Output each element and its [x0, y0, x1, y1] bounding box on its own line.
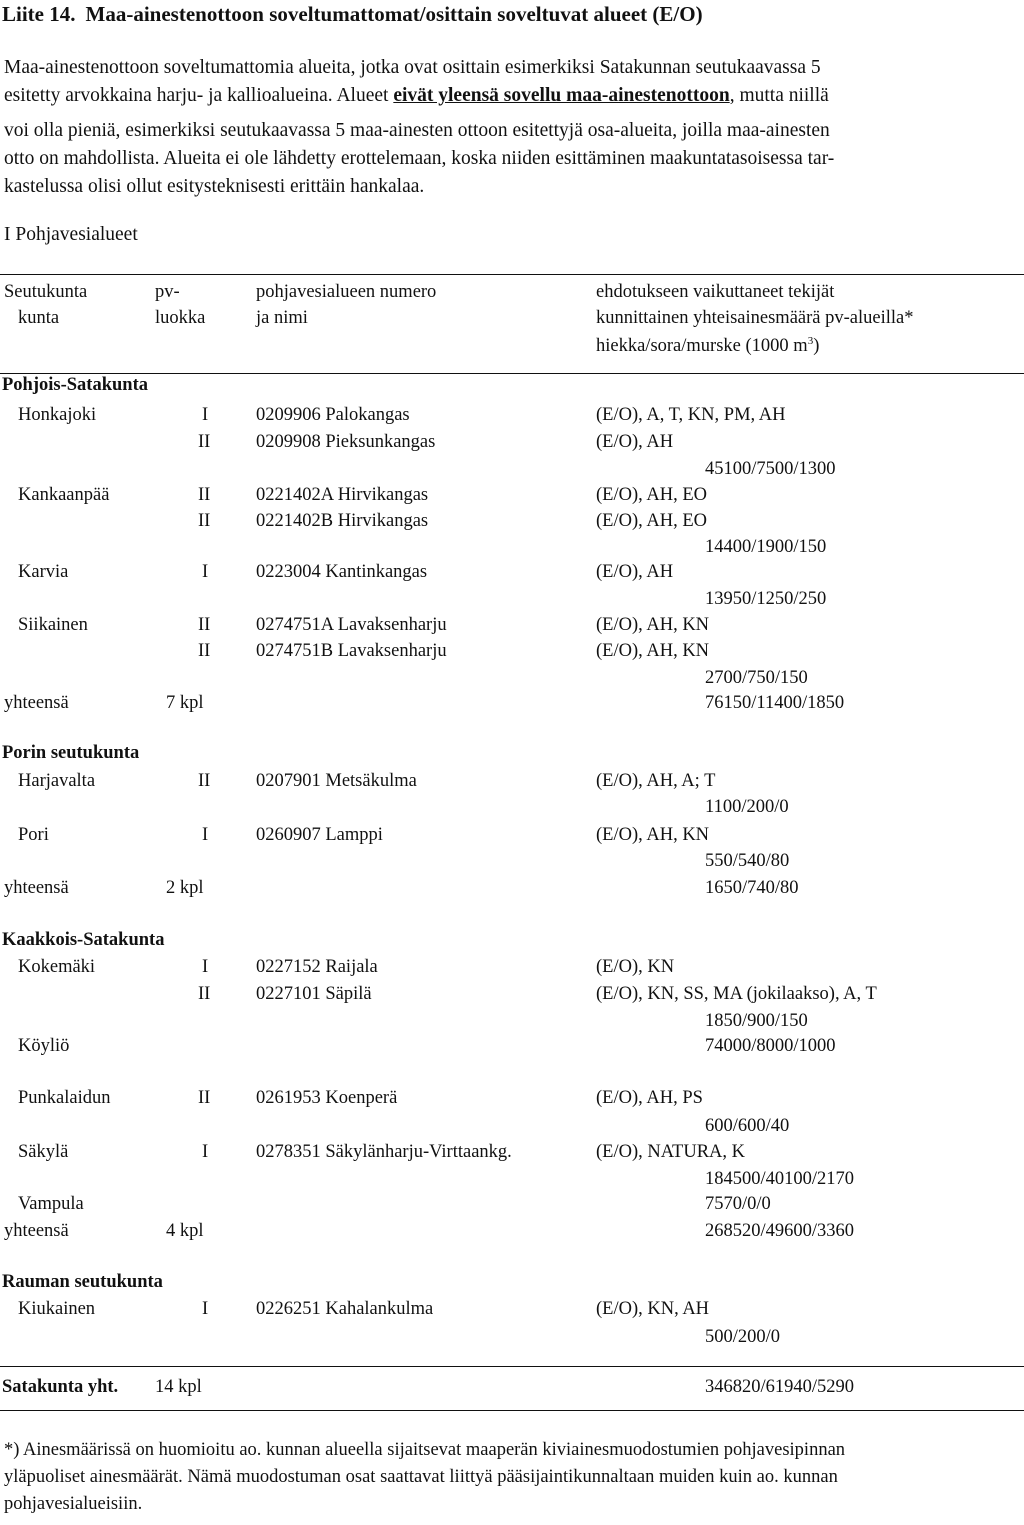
- cell-pohjavesialue: 0274751B Lavaksenharju: [256, 641, 447, 661]
- col-header-tekijat: ehdotukseen vaikuttaneet tekijät: [596, 282, 835, 302]
- cell-tekijat: (E/O), AH, KN: [596, 641, 710, 661]
- cell-pohjavesialue: 0274751A Lavaksenharju: [256, 615, 447, 635]
- cell-kunta: Pori: [18, 825, 49, 845]
- cell-pohjavesialue: 0260907 Lamppi: [256, 825, 383, 845]
- cell-pv-luokka: I: [202, 562, 209, 582]
- intro-line-2-a: esitetty arvokkaina harju- ja kallioalueina. Alueet: [4, 85, 394, 106]
- cell-kunta: Köyliö: [18, 1036, 70, 1056]
- intro-emphasis: eivät yleensä sovellu maa-ainestenottoon: [393, 85, 730, 106]
- subtotal-count: 2 kpl: [166, 878, 204, 898]
- cell-ainesmaara: 184500/40100/2170: [705, 1169, 855, 1189]
- subtotal-count: 4 kpl: [166, 1221, 204, 1241]
- cell-pv-luokka: II: [198, 485, 211, 505]
- subtotal-value: 76150/11400/1850: [705, 693, 845, 713]
- cell-pv-luokka: I: [202, 825, 209, 845]
- cell-tekijat: (E/O), AH: [596, 432, 674, 452]
- unit-superscript: 3: [807, 335, 814, 347]
- col-header-unit: [596, 335, 819, 357]
- cell-ainesmaara: 1100/200/0: [705, 797, 789, 817]
- cell-tekijat: (E/O), AH, PS: [596, 1088, 703, 1108]
- col-header-luokka: luokka: [155, 308, 206, 328]
- cell-pohjavesialue: 0209906 Palokangas: [256, 405, 410, 425]
- cell-pohjavesialue: 0227101 Säpilä: [256, 984, 372, 1004]
- cell-tekijat: (E/O), AH, KN: [596, 825, 710, 845]
- cell-pohjavesialue: 0278351 Säkylänharju-Virttaankg.: [256, 1142, 512, 1162]
- cell-pv-luokka: II: [198, 641, 211, 661]
- section-heading: I Pohjavesialueet: [4, 224, 138, 245]
- cell-kunta: Kankaanpää: [18, 485, 110, 505]
- intro-line-3: voi olla pieniä, esimerkiksi seutukaavassa 5 maa-ainesten ottoon esitettyjä osa-alueita, joilla maa-ainesten: [4, 120, 830, 141]
- unit-text: hiekka/sora/murske (1000 m: [596, 336, 808, 357]
- total-rule: [0, 1366, 1024, 1367]
- footnote-line-2: yläpuoliset ainesmäärät. Nämä muodostuman osat saattavat liittyä pääsijaintikunnaltaan muiden kuin ao. kunnan: [4, 1467, 838, 1487]
- cell-tekijat: (E/O), KN: [596, 957, 675, 977]
- cell-pohjavesialue: 0223004 Kantinkangas: [256, 562, 428, 582]
- cell-pohjavesialue: 0207901 Metsäkulma: [256, 771, 417, 791]
- cell-ainesmaara: 14400/1900/150: [705, 537, 827, 557]
- cell-pohjavesialue: 0226251 Kahalankulma: [256, 1299, 434, 1319]
- cell-kunta: Honkajoki: [18, 405, 97, 425]
- intro-line-5: kastelussa olisi ollut esitysteknisesti erittäin hankalaa.: [4, 176, 425, 197]
- cell-tekijat: (E/O), KN, SS, MA (jokilaakso), A, T: [596, 984, 877, 1004]
- footnote-line-3: pohjavesialueisiin.: [4, 1494, 143, 1514]
- subtotal-label: yhteensä: [4, 878, 69, 898]
- col-header-nimi: ja nimi: [256, 308, 308, 328]
- intro-line-2-b: , mutta niillä: [729, 85, 829, 106]
- cell-kunta: Vampula: [18, 1194, 84, 1214]
- cell-pv-luokka: II: [198, 432, 211, 452]
- cell-kunta: Siikainen: [18, 615, 88, 635]
- cell-pohjavesialue: 0227152 Raijala: [256, 957, 378, 977]
- table-rule-bottom: [0, 1410, 1024, 1411]
- cell-kunta: Kiukainen: [18, 1299, 96, 1319]
- cell-tekijat: (E/O), AH: [596, 562, 674, 582]
- cell-pv-luokka: I: [202, 405, 209, 425]
- cell-pohjavesialue: 0209908 Pieksunkangas: [256, 432, 436, 452]
- cell-pv-luokka: II: [198, 511, 211, 531]
- cell-ainesmaara: 550/540/80: [705, 851, 790, 871]
- unit-close: ): [813, 336, 820, 357]
- col-header-pv: pv-: [155, 282, 180, 302]
- region-heading: Kaakkois-Satakunta: [2, 930, 165, 950]
- col-header-pohjavesialue: pohjavesialueen numero: [256, 282, 437, 302]
- footnote-line-1: *) Ainesmäärissä on huomioitu ao. kunnan alueella sijaitsevat maaperän kiviainesmuodostumien pohjavesipinnan: [4, 1440, 846, 1460]
- col-header-seutukunta: Seutukunta: [4, 282, 88, 302]
- cell-ainesmaara: 74000/8000/1000: [705, 1036, 836, 1056]
- cell-tekijat: (E/O), A, T, KN, PM, AH: [596, 405, 786, 425]
- cell-pv-luokka: II: [198, 1088, 211, 1108]
- col-header-yhteisainesmaara: kunnittainen yhteisainesmäärä pv-alueilla*: [596, 308, 914, 328]
- page-title: [2, 2, 703, 27]
- region-heading: Pohjois-Satakunta: [2, 375, 148, 395]
- subtotal-value: 1650/740/80: [705, 878, 799, 898]
- subtotal-count: 7 kpl: [166, 693, 204, 713]
- cell-ainesmaara: 1850/900/150: [705, 1011, 808, 1031]
- cell-tekijat: (E/O), KN, AH: [596, 1299, 710, 1319]
- region-heading: Rauman seutukunta: [2, 1272, 163, 1292]
- cell-pv-luokka: II: [198, 615, 211, 635]
- cell-pv-luokka: II: [198, 984, 211, 1004]
- cell-ainesmaara: 600/600/40: [705, 1116, 790, 1136]
- cell-kunta: Kokemäki: [18, 957, 96, 977]
- cell-tekijat: (E/O), NATURA, K: [596, 1142, 746, 1162]
- cell-ainesmaara: 500/200/0: [705, 1327, 781, 1347]
- cell-pohjavesialue: 0261953 Koenperä: [256, 1088, 398, 1108]
- cell-kunta: Säkylä: [18, 1142, 69, 1162]
- cell-pv-luokka: I: [202, 957, 209, 977]
- cell-pv-luokka: I: [202, 1142, 209, 1162]
- header-rule-bottom: [0, 373, 1024, 374]
- grand-total-value: 346820/61940/5290: [705, 1377, 855, 1397]
- cell-tekijat: (E/O), AH, EO: [596, 511, 707, 531]
- col-header-kunta: kunta: [18, 308, 60, 328]
- appendix-label: Liite 14.: [2, 2, 76, 26]
- grand-total-label: Satakunta yht.: [2, 1377, 119, 1397]
- cell-pv-luokka: II: [198, 771, 211, 791]
- subtotal-value: 268520/49600/3360: [705, 1221, 855, 1241]
- cell-tekijat: (E/O), AH, A; T: [596, 771, 716, 791]
- cell-kunta: Punkalaidun: [18, 1088, 111, 1108]
- intro-line-1: Maa-ainestenottoon soveltumattomia alueita, jotka ovat osittain esimerkiksi Satakunnan seutukaavassa 5: [4, 57, 821, 78]
- subtotal-label: yhteensä: [4, 693, 69, 713]
- intro-line-2: [4, 82, 829, 110]
- cell-tekijat: (E/O), AH, KN: [596, 615, 710, 635]
- cell-ainesmaara: 45100/7500/1300: [705, 459, 836, 479]
- intro-line-4: otto on mahdollista. Alueita ei ole lähdetty erottelemaan, koska niiden esittäminen maakuntatasoisessa tar-: [4, 148, 835, 169]
- appendix-title: Maa-ainestenottoon soveltumattomat/osittain soveltuvat alueet (E/O): [85, 2, 703, 26]
- cell-kunta: Karvia: [18, 562, 69, 582]
- subtotal-label: yhteensä: [4, 1221, 69, 1241]
- grand-total-count: 14 kpl: [155, 1377, 202, 1397]
- cell-pohjavesialue: 0221402B Hirvikangas: [256, 511, 429, 531]
- cell-ainesmaara: 7570/0/0: [705, 1194, 771, 1214]
- cell-ainesmaara: 13950/1250/250: [705, 589, 827, 609]
- cell-pv-luokka: I: [202, 1299, 209, 1319]
- cell-ainesmaara: 2700/750/150: [705, 668, 808, 688]
- header-rule-top: [0, 274, 1024, 275]
- region-heading: Porin seutukunta: [2, 743, 140, 763]
- cell-pohjavesialue: 0221402A Hirvikangas: [256, 485, 429, 505]
- cell-tekijat: (E/O), AH, EO: [596, 485, 707, 505]
- cell-kunta: Harjavalta: [18, 771, 96, 791]
